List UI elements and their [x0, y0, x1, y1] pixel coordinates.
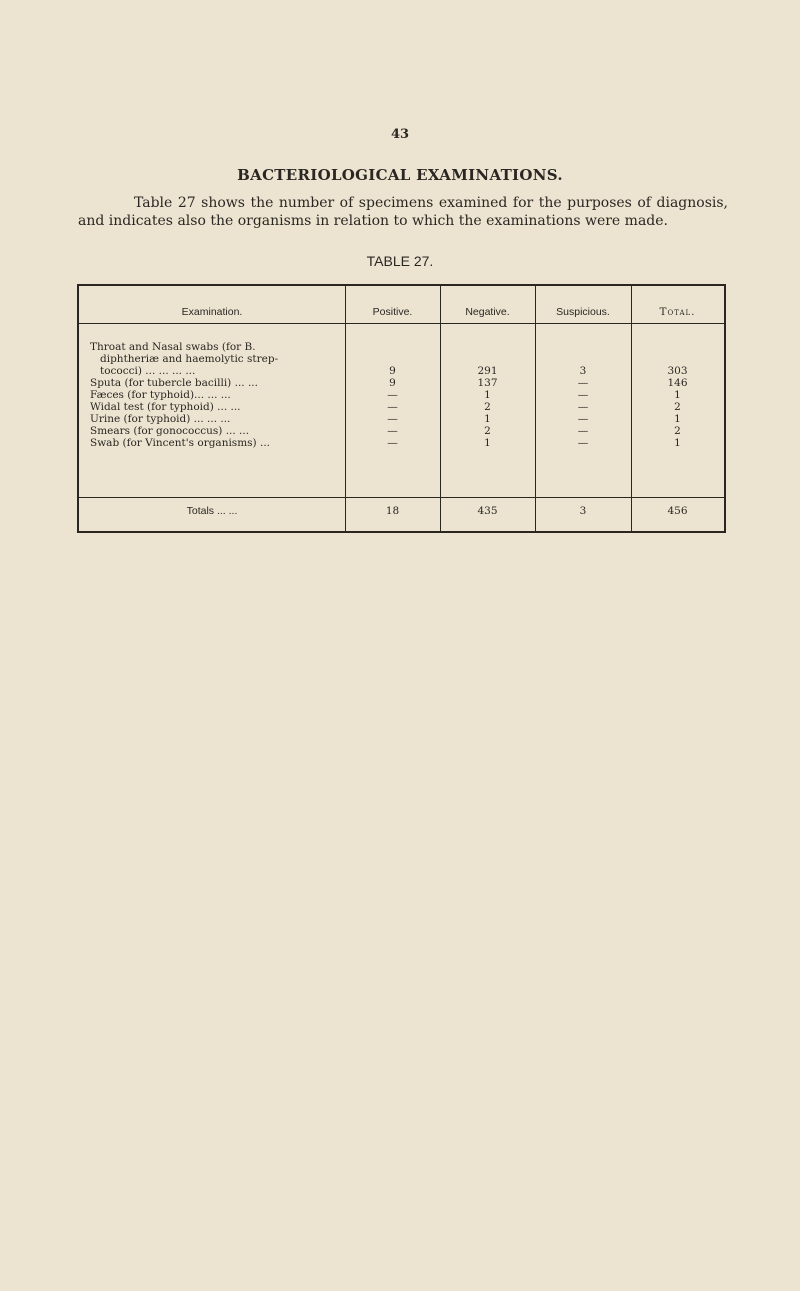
- total-cell: 2: [674, 401, 681, 413]
- positive-cell: —: [387, 401, 398, 413]
- exam-text: diphtheriæ and haemolytic strep-: [100, 353, 279, 365]
- exam-cell: [90, 341, 345, 377]
- negative-cell: 1: [484, 389, 491, 401]
- total-cell: 146: [667, 377, 688, 389]
- suspicious-cell: —: [577, 377, 589, 389]
- section-heading: BACTERIOLOGICAL EXAMINATIONS.: [237, 166, 563, 184]
- header-negative: Negative.: [465, 306, 510, 318]
- exam-text: Sputa (for tubercle bacilli) ... ...: [90, 377, 258, 389]
- exam-text: Smears (for gonococcus) ... ...: [90, 425, 250, 437]
- header-suspicious: Suspicious.: [556, 306, 610, 318]
- header-positive: Positive.: [372, 306, 413, 318]
- page-number: 43: [390, 127, 410, 142]
- header-rule: [79, 323, 724, 324]
- total-cell: 2: [674, 425, 681, 437]
- exam-text: tococci) ... ... ... ...: [100, 365, 196, 377]
- totals-label: Totals ... ...: [186, 505, 238, 517]
- suspicious-total: 3: [579, 505, 587, 517]
- header-examination: Examination.: [181, 306, 243, 318]
- negative-cell: 1: [484, 437, 491, 449]
- suspicious-cell: 3: [579, 365, 587, 377]
- negative-cell: 2: [484, 425, 491, 437]
- suspicious-cell: —: [577, 437, 589, 449]
- exam-text: Throat and Nasal swabs (for B.: [90, 341, 256, 353]
- intro-paragraph: Table 27 shows the number of specimens examined for the purposes of diagnosis, and indicates also the organisms in relation to which the examinations were made.: [78, 195, 728, 229]
- total-cell: 1: [674, 389, 681, 401]
- suspicious-cell: —: [577, 401, 589, 413]
- positive-cell: 9: [389, 365, 396, 377]
- negative-total: 435: [477, 505, 498, 517]
- negative-cell: 2: [484, 401, 491, 413]
- suspicious-cell: —: [577, 413, 589, 425]
- table-caption: TABLE 27.: [366, 253, 434, 269]
- positive-cell: —: [387, 425, 398, 437]
- grand-total: 456: [667, 505, 688, 517]
- positive-cell: —: [387, 413, 398, 425]
- negative-cell: 1: [484, 413, 491, 425]
- header-total: Total.: [659, 306, 696, 318]
- positive-total: 18: [385, 505, 400, 517]
- suspicious-cell: —: [577, 389, 589, 401]
- exam-text: Fæces (for typhoid)... ... ...: [90, 389, 231, 401]
- positive-cell: —: [387, 389, 398, 401]
- totals-rule: [79, 497, 724, 498]
- total-cell: 1: [674, 437, 681, 449]
- exam-text: Swab (for Vincent's organisms) ...: [90, 437, 270, 449]
- positive-cell: —: [387, 437, 398, 449]
- negative-cell: 137: [477, 377, 498, 389]
- suspicious-cell: —: [577, 425, 589, 437]
- exam-text: Widal test (for typhoid) ... ...: [90, 401, 241, 413]
- positive-cell: 9: [389, 377, 396, 389]
- total-cell: 303: [667, 365, 688, 377]
- exam-text: Urine (for typhoid) ... ... ...: [90, 413, 231, 425]
- negative-cell: 291: [477, 365, 498, 377]
- data-table: [77, 284, 726, 533]
- total-cell: 1: [674, 413, 681, 425]
